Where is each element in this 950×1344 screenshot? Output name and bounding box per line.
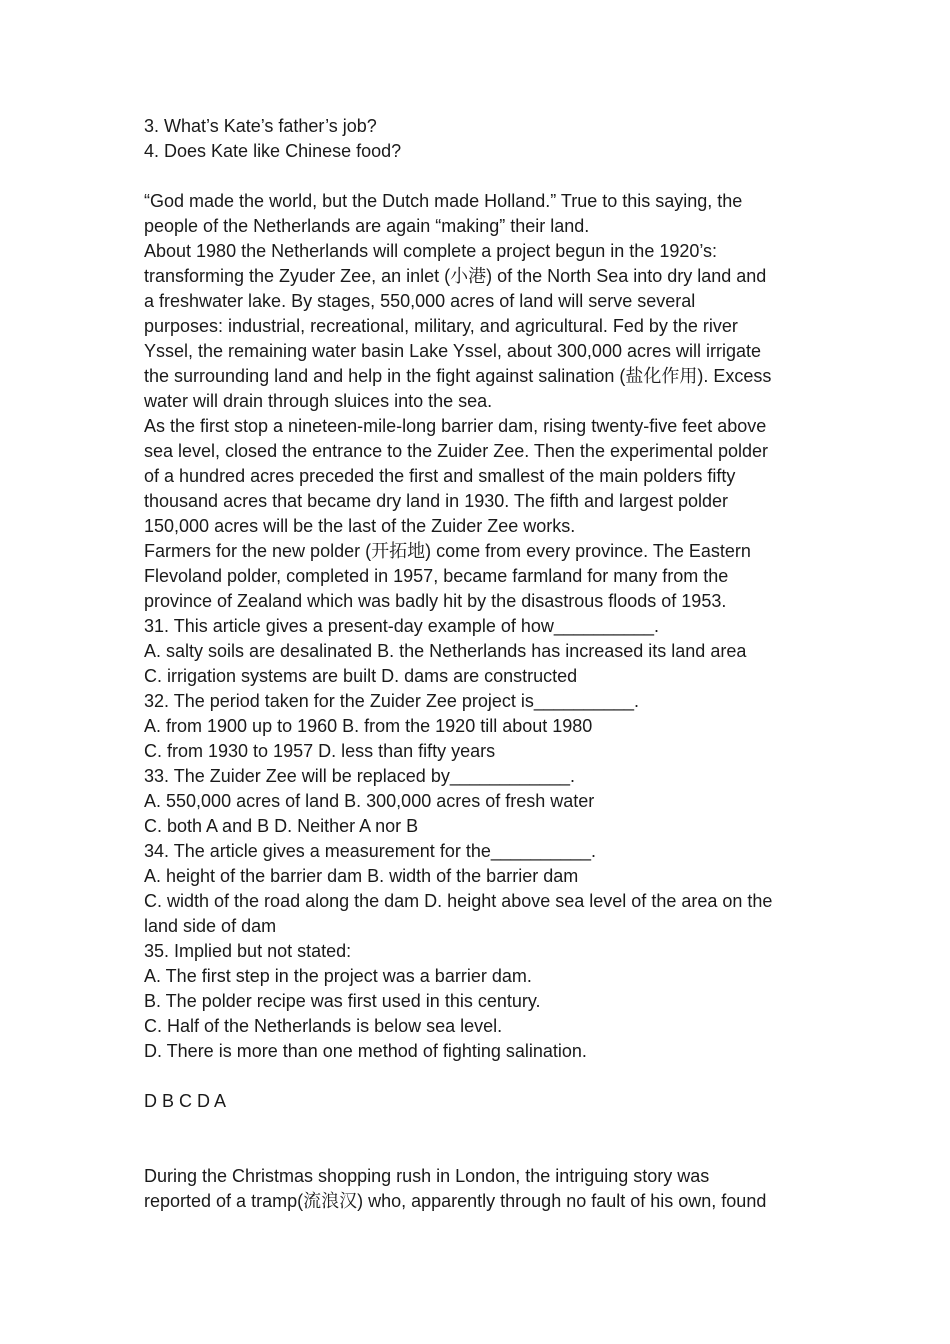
passage-line: people of the Netherlands are again “making” their land.: [144, 216, 590, 236]
passage-line: Farmers for the new polder (开拓地) come from every province. The Eastern: [144, 541, 751, 561]
spacer: [144, 1114, 824, 1139]
question-line: C. Half of the Netherlands is below sea level.: [144, 1016, 503, 1036]
question-line: C. width of the road along the dam D. height above sea level of the area on the: [144, 891, 773, 911]
passage-line: of a hundred acres preceded the first and smallest of the main polders fifty: [144, 466, 736, 486]
question-line: 3. What’s Kate’s father’s job?: [144, 116, 377, 136]
question-line: 32. The period taken for the Zuider Zee project is__________.: [144, 691, 639, 711]
next-passage-line: reported of a tramp(流浪汉) who, apparently through no fault of his own, found: [144, 1191, 767, 1211]
question-line: 34. The article gives a measurement for the__________.: [144, 841, 596, 861]
passage-line: 150,000 acres will be the last of the Zuider Zee works.: [144, 516, 576, 536]
question-line: A. height of the barrier dam B. width of the barrier dam: [144, 866, 579, 886]
question-line: B. The polder recipe was first used in this century.: [144, 991, 541, 1011]
question-line: 31. This article gives a present-day example of how__________.: [144, 616, 659, 636]
passage-line: the surrounding land and help in the fight against salination (盐化作用). Excess: [144, 366, 772, 386]
spacer: [144, 1139, 824, 1164]
passage-line: Flevoland polder, completed in 1957, became farmland for many from the: [144, 566, 729, 586]
question-line: 4. Does Kate like Chinese food?: [144, 141, 402, 161]
passage-line: Yssel, the remaining water basin Lake Yssel, about 300,000 acres will irrigate: [144, 341, 762, 361]
question-line: C. both A and B D. Neither A nor B: [144, 816, 419, 836]
next-passage-line: During the Christmas shopping rush in London, the intriguing story was: [144, 1166, 710, 1186]
question-line: A. 550,000 acres of land B. 300,000 acres of fresh water: [144, 791, 595, 811]
passage-line: About 1980 the Netherlands will complete a project begun in the 1920’s:: [144, 241, 718, 261]
passage-line: a freshwater lake. By stages, 550,000 acres of land will serve several: [144, 291, 696, 311]
passage-line: thousand acres that became dry land in 1930. The fifth and largest polder: [144, 491, 729, 511]
answer-key: D B C D A: [144, 1091, 227, 1111]
passage-line: sea level, closed the entrance to the Zuider Zee. Then the experimental polder: [144, 441, 769, 461]
passage-line: As the first stop a nineteen-mile-long barrier dam, rising twenty-five feet above: [144, 416, 767, 436]
passage-line: water will drain through sluices into the sea.: [144, 391, 493, 411]
document-page: [144, 114, 824, 1214]
question-line: A. salty soils are desalinated B. the Netherlands has increased its land area: [144, 641, 747, 661]
question-line: C. irrigation systems are built D. dams are constructed: [144, 666, 578, 686]
question-line: D. There is more than one method of fighting salination.: [144, 1041, 587, 1061]
question-line: A. from 1900 up to 1960 B. from the 1920 till about 1980: [144, 716, 593, 736]
passage-line: purposes: industrial, recreational, military, and agricultural. Fed by the river: [144, 316, 738, 336]
passage-line: “God made the world, but the Dutch made Holland.” True to this saying, the: [144, 191, 743, 211]
spacer: [144, 164, 824, 189]
passage-line: province of Zealand which was badly hit by the disastrous floods of 1953.: [144, 591, 727, 611]
question-line: land side of dam: [144, 916, 277, 936]
question-line: C. from 1930 to 1957 D. less than fifty years: [144, 741, 496, 761]
question-line: 35. Implied but not stated:: [144, 941, 352, 961]
passage-line: transforming the Zyuder Zee, an inlet (小港) of the North Sea into dry land and: [144, 266, 767, 286]
question-line: A. The first step in the project was a barrier dam.: [144, 966, 532, 986]
spacer: [144, 1064, 824, 1089]
question-line: 33. The Zuider Zee will be replaced by____________.: [144, 766, 575, 786]
